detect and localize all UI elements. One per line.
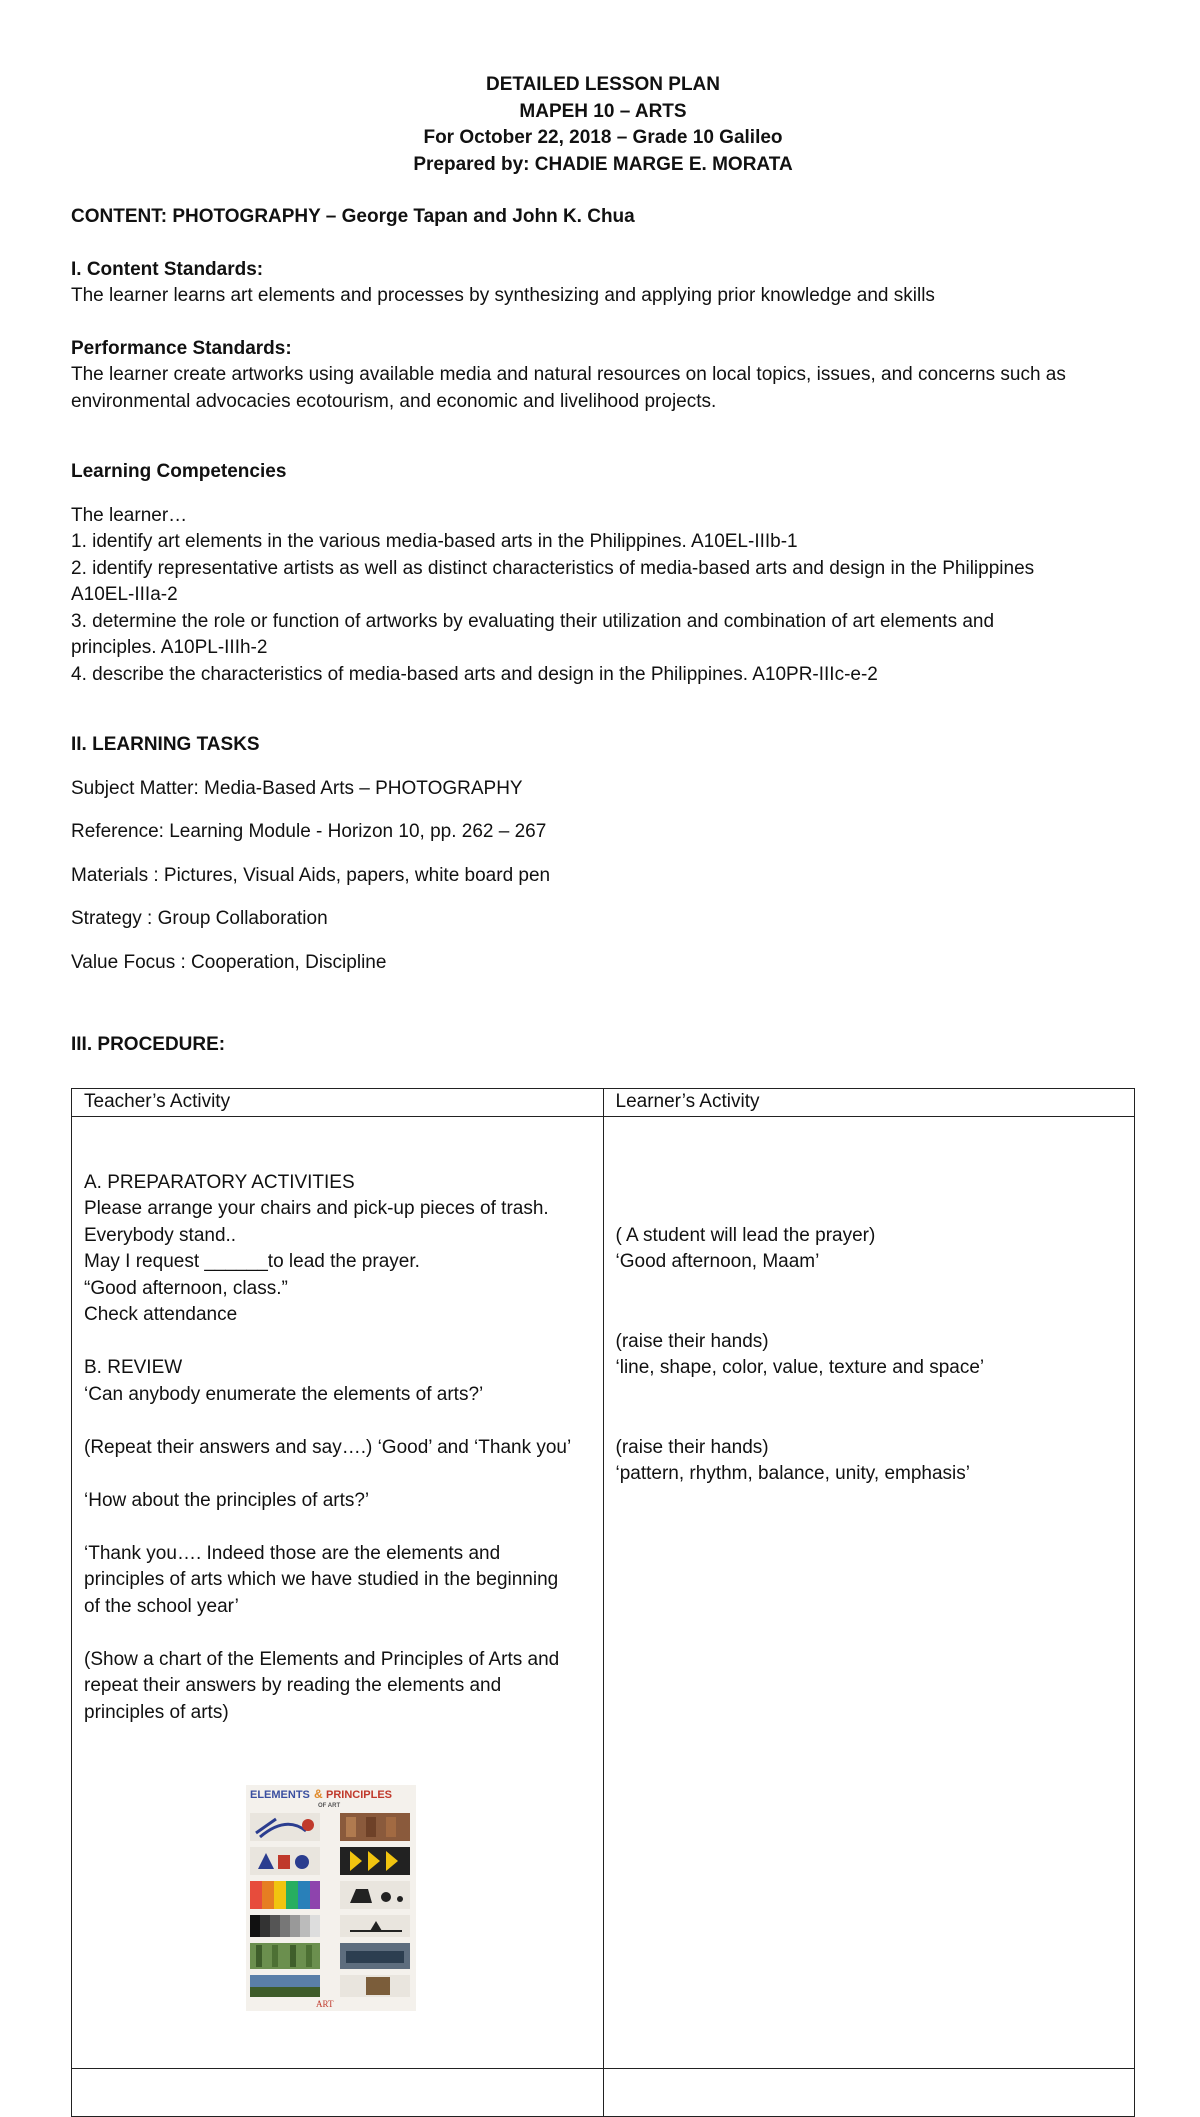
activity-line: repeat their answers by reading the elements and [84, 1675, 502, 1696]
chart-title-elements: ELEMENTS [250, 1789, 310, 1801]
teacher-activity-cell [72, 1116, 604, 2069]
blank-line [84, 1329, 591, 1356]
activity-line: of the school year’ [84, 1595, 239, 1617]
activity-line: ( A student will lead the prayer) [615, 1224, 876, 1246]
chart-subtitle: OF ART [318, 1803, 341, 1809]
subject-matter: Subject Matter: Media-Based Arts – PHOTOGRAPHY [71, 777, 523, 799]
competency-line: 1. identify art elements in the various media-based arts in the Philippines. A10EL-IIIb-1 [71, 531, 798, 552]
competency-line: 2. identify representative artists as well as distinct characteristics of media-based arts and design in the Philippines [71, 557, 1035, 579]
procedure-heading: III. PROCEDURE: [71, 1034, 226, 1055]
strategy: Strategy : Group Collaboration [71, 908, 328, 929]
empty-cell [603, 2069, 1135, 2117]
activity-line: ‘How about the principles of arts?’ [84, 1489, 370, 1511]
performance-standards-heading: Performance Standards: [71, 337, 292, 359]
blank-line [84, 1461, 591, 1488]
competency-line: A10EL-IIIa-2 [71, 584, 178, 605]
materials: Materials : Pictures, Visual Aids, papers, white board pen [71, 864, 551, 886]
blank-line [616, 1170, 1123, 1197]
activity-line: (raise their hands) [615, 1330, 769, 1352]
blank-line [616, 1408, 1123, 1435]
activity-line: “Good afternoon, class.” [84, 1277, 288, 1299]
header-author: Prepared by: CHADIE MARGE E. MORATA [413, 153, 793, 175]
content-standards-text: The learner learns art elements and processes by synthesizing and applying prior knowledge and skills [71, 285, 935, 306]
blank-line [616, 1196, 1123, 1223]
learner-activity-header: Learner’s Activity [603, 1089, 1135, 1117]
learning-tasks-heading: II. LEARNING TASKS [71, 734, 260, 755]
competency-line: 3. determine the role or function of artworks by evaluating their utilization and combination of art elements and [71, 610, 995, 632]
activity-line: A. PREPARATORY ACTIVITIES [84, 1171, 355, 1193]
header-subject: MAPEH 10 – ARTS [519, 100, 687, 122]
blank-line [616, 1382, 1123, 1409]
content-standards-heading: I. Content Standards: [71, 258, 264, 280]
empty-cell [72, 2069, 604, 2117]
procedure-table [71, 1088, 1135, 2117]
activity-line: May I request ______to lead the prayer. [84, 1251, 420, 1272]
blank-line [616, 1276, 1123, 1303]
activity-line: (Show a chart of the Elements and Principles of Arts and [84, 1648, 560, 1670]
table-row-empty [72, 2069, 1135, 2117]
performance-standards-line: environmental advocacies ecotourism, and economic and livelihood projects. [71, 390, 717, 412]
activity-line: B. REVIEW [84, 1357, 183, 1378]
activity-line: (Repeat their answers and say….) ‘Good’ and ‘Thank you’ [84, 1436, 572, 1458]
activity-line: ‘Good afternoon, Maam’ [615, 1251, 820, 1272]
blank-line [84, 1408, 591, 1435]
learner-lines [616, 1170, 1123, 1488]
header-title: DETAILED LESSON PLAN [486, 74, 720, 95]
elements-principles-chart-image [246, 1785, 416, 2011]
table-header-row [72, 1089, 1135, 1117]
content-line: CONTENT: PHOTOGRAPHY – George Tapan and John K. Chua [71, 206, 635, 227]
activity-line: ‘line, shape, color, value, texture and space’ [615, 1357, 985, 1378]
chart-footer: ART [316, 1999, 334, 2009]
activity-line: principles of arts) [84, 1701, 229, 1723]
activity-line: (raise their hands) [615, 1436, 769, 1458]
chart-title-principles: PRINCIPLES [326, 1789, 393, 1801]
learning-competencies-intro: The learner… [71, 504, 188, 526]
teacher-activity-header: Teacher’s Activity [72, 1089, 604, 1117]
learner-activity-cell [603, 1116, 1135, 2069]
blank-line [84, 1514, 591, 1541]
lesson-plan-page [71, 72, 1135, 1059]
activity-line: Please arrange your chairs and pick-up pieces of trash. [84, 1198, 549, 1219]
competency-line: 4. describe the characteristics of media-based arts and design in the Philippines. A10PR-IIIc-e-2 [71, 663, 878, 685]
blank-line [84, 1620, 591, 1647]
performance-standards-line: The learner create artworks using available media and natural resources on local topics, issues, and concerns such as [71, 364, 1066, 385]
activity-line: ‘pattern, rhythm, balance, unity, emphasis’ [615, 1463, 970, 1484]
learning-competencies-heading: Learning Competencies [71, 461, 287, 482]
activity-line: principles of arts which we have studied in the beginning [84, 1569, 559, 1590]
blank-line [616, 1302, 1123, 1329]
document-header [71, 72, 1135, 178]
chart-title-amp: & [314, 1787, 323, 1801]
table-row [72, 1116, 1135, 2069]
activity-line: ‘Thank you…. Indeed those are the elements and [84, 1542, 501, 1564]
activity-line: Everybody stand.. [84, 1224, 237, 1246]
competency-line: principles. A10PL-IIIh-2 [71, 637, 268, 658]
value-focus: Value Focus : Cooperation, Discipline [71, 951, 387, 973]
activity-line: ‘Can anybody enumerate the elements of arts?’ [84, 1383, 484, 1405]
header-date: For October 22, 2018 – Grade 10 Galileo [423, 127, 783, 148]
reference: Reference: Learning Module - Horizon 10, pp. 262 – 267 [71, 821, 547, 842]
teacher-lines [84, 1170, 591, 1727]
activity-line: Check attendance [84, 1304, 238, 1325]
